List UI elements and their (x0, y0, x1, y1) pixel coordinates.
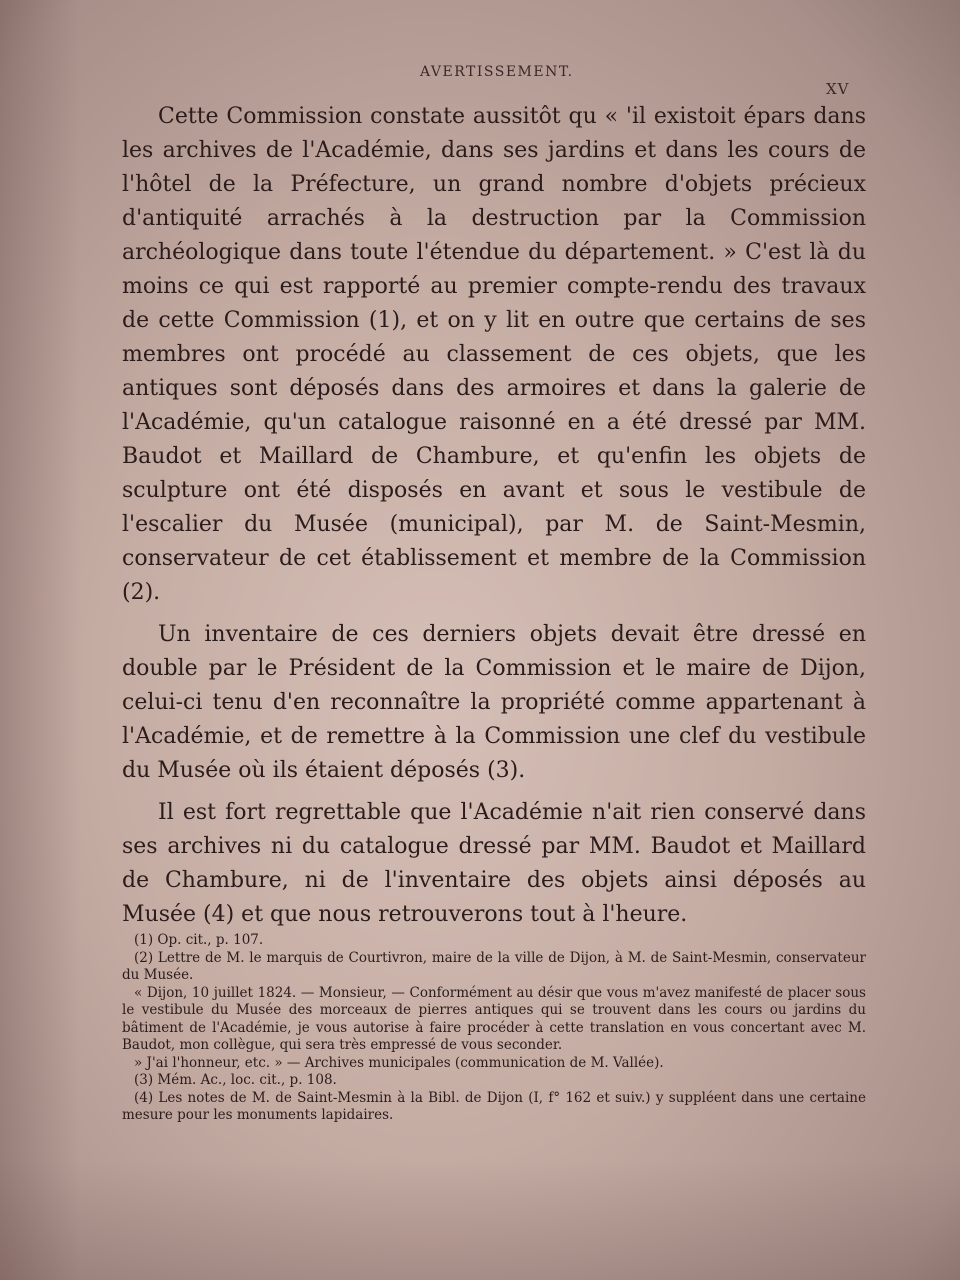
footnote-2-quote: « Dijon, 10 juillet 1824. — Monsieur, — Conformément au désir que vous m'avez manifesté de placer sous le vestibule du Musée des morceaux de pierres antiques qui se trouvent dans les cours ou jardins du bâtiment de l'Académie, je vous autorise à faire procéder à cette translation en vous concertant avec M. Baudot, mon collègue, qui sera très empressé de vous seconder. (122, 984, 866, 1053)
footnote-2-closing: » J'ai l'honneur, etc. » — Archives municipales (communication de M. Vallée). (134, 1054, 664, 1071)
footnote-2: (2) Lettre de M. le marquis de Courtivron, maire de la ville de Dijon, à M. de Saint-Mesmin, conservateur du Musée. (122, 949, 866, 983)
footnote-3: (3) Mém. Ac., loc. cit., p. 108. (134, 1072, 337, 1088)
running-head: AVERTISSEMENT. (420, 64, 574, 80)
footnotes (122, 932, 866, 1125)
paragraph: Un inventaire de ces derniers objets devait être dressé en double par le Président de la Commission et le maire de Dijon, celui-ci tenu d'en reconnaître la propriété comme appartenant à l'Académie, et de remettre à la Commission une clef du vestibule du Musée où ils étaient déposés (3). (122, 622, 866, 783)
page-shadow-left (0, 0, 80, 1280)
page-shadow-bottom (0, 1160, 960, 1280)
main-text (122, 100, 866, 940)
footnote-1: (1) Op. cit., p. 107. (134, 932, 264, 948)
footnote-4: (4) Les notes de M. de Saint-Mesmin à la Bibl. de Dijon (I, f° 162 et suiv.) y suppléent dans une certaine mesure pour les monuments lapidaires. (122, 1089, 866, 1123)
paragraph: Cette Commission constate aussitôt qu « 'il existoit épars dans les archives de l'Académie, dans ses jardins et dans les cours de l'hôtel de la Préfecture, un grand nombre d'objets précieux d'antiquité arrachés à la destruction par la Commission archéologique dans toute l'étendue du département. » C'est là du moins ce qui est rapporté au premier compte-rendu des travaux de cette Commission (1), et on y lit en outre que certains de ses membres ont procédé au classement de ces objets, que les antiques sont déposés dans des armoires et dans la galerie de l'Académie, qu'un catalogue raisonné en a été dressé par MM. Baudot et Maillard de Chambure, et qu'enfin les objets de sculpture ont été disposés en avant et sous le vestibule de l'escalier du Musée (municipal), par M. de Saint-Mesmin, conservateur de cet établissement et membre de la Commission (2). (122, 104, 866, 605)
page-number: XV (826, 80, 850, 98)
paragraph: Il est fort regrettable que l'Académie n'ait rien conservé dans ses archives ni du catalogue dressé par MM. Baudot et Maillard de Chambure, ni de l'inventaire des objets ainsi déposés au Musée (4) et que nous retrouverons tout à l'heure. (122, 800, 866, 927)
